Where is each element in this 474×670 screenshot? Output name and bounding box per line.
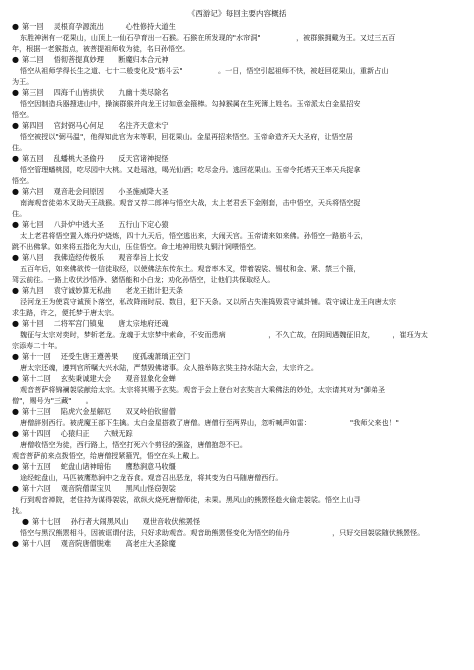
chapter-summary-line: 悟空被授以"弼马温"，他得知此官为末等职，回花果山。金星再招来悟空。玉帝命造齐天大圣府，让悟空居	[20, 132, 353, 141]
chapter-summary-line: 悟空。	[12, 110, 34, 119]
chapter-heading	[12, 538, 462, 549]
chapter-number: 第四回	[22, 121, 44, 130]
bullet-icon: ●	[12, 121, 19, 130]
chapter-number: 第六回	[22, 187, 44, 196]
bullet-icon: ●	[12, 374, 19, 383]
chapter-heading	[12, 153, 462, 164]
chapter-heading	[12, 461, 462, 472]
chapter-title: 蛇盘山诸神暗佑 鹰愁涧意马收缰	[60, 462, 176, 471]
chapter-summary-line: 泾河龙王为使袁守诚预卜落空，私改降雨时辰、数目，犯下天条。又以所占失准捣毁袁守诚卦铺。袁守诚让龙王向唐太宗	[20, 297, 396, 306]
chapter-heading	[12, 186, 462, 197]
bullet-icon: ●	[22, 517, 29, 526]
chapter-title: 孙行者大闹黑风山 观世音收伏熊罴怪	[70, 517, 201, 526]
chapter-number: 第十七回	[32, 517, 61, 526]
chapter-number: 第十三回	[22, 407, 51, 416]
chapter-title: 悟彻菩提真妙理 断魔归本合元神	[53, 55, 169, 64]
chapter-summary-line: 途经蛇盘山，马匹被鹰愁涧中之龙吞食。观音召出恶龙，将其变为白马随唐僧西行。	[20, 473, 283, 482]
chapter-heading	[12, 516, 462, 527]
chapter-summary-line: 唐太宗还魂，遵判官所嘱大兴水陆，严禁毁佛诸事。众人推举陈玄奘主持水陆大会，太宗许之。	[20, 363, 318, 372]
chapter-number: 第十回	[22, 319, 44, 328]
chapter-title: 观音院僧谋宝贝 黑风山怪窃袈裟	[60, 484, 176, 493]
bullet-icon: ●	[12, 484, 19, 493]
chapter-heading	[12, 54, 462, 65]
chapter-summary-line: 东胜神洲有一花果山，山顶上一仙石孕育出一石猴。石猴在所发现的"水帘洞" ，被群猴拥戴为王。又过三五百	[20, 33, 396, 42]
chapter-summary-line: 求生路，许之，便托梦于唐太宗。	[12, 308, 119, 317]
chapter-number: 第十一回	[22, 352, 51, 361]
bullet-icon: ●	[12, 154, 19, 163]
chapter-number: 第十四回	[22, 429, 51, 438]
chapter-summary-line: 住。	[12, 209, 27, 218]
chapter-summary-line: 观音菩萨将锦襕袈裟献给太宗。太宗将其赐予玄奘。观音于会上登台对玄奘言大乘佛法的妙处，太宗请其对为"御弟圣	[20, 385, 386, 394]
chapter-summary-line: 年，根据一老猴指点，被菩提祖师收为徒，名曰孙悟空。	[12, 44, 190, 53]
bullet-icon: ●	[12, 55, 19, 64]
chapter-summary-line: 僧"，赐号为"三藏" 。	[12, 396, 93, 405]
chapter-heading	[12, 87, 462, 98]
chapter-number: 第十六回	[22, 484, 51, 493]
chapter-summary-line: 魏征与太宗对奕时，梦斩老龙。龙魂于太宗梦中索命，不安而患病 ，不久亡故，在阴间遇魏征旧友， ，崔珏为太	[20, 330, 428, 339]
chapter-heading	[12, 351, 462, 362]
chapter-summary-line: 找。	[12, 506, 27, 515]
chapter-summary-line: 南海观音徒弟木叉助天王战猴。观音又荐二郎神与悟空大战，太上老君丢下金刚套，击中悟空，天兵将悟空捉	[20, 198, 361, 207]
chapter-summary-line: 驾云前往。一路上收伏沙悟净、猪悟能和小白龙；劝化孙悟空，让他们共保取经人。	[12, 275, 275, 284]
bullet-icon: ●	[12, 286, 19, 295]
bullet-icon: ●	[12, 462, 19, 471]
chapter-number: 第十八回	[22, 539, 51, 548]
chapter-title: 官封弼马心何足 名注齐天意未宁	[53, 121, 169, 130]
chapter-title: 还受生唐王遵善果 度孤魂萧瑀正空门	[60, 352, 191, 361]
bullet-icon: ●	[12, 220, 19, 229]
chapter-summary-line: 悟空。	[12, 176, 34, 185]
chapter-number: 第二回	[22, 55, 44, 64]
chapter-heading	[12, 373, 462, 384]
chapter-heading	[12, 252, 462, 263]
bullet-icon: ●	[12, 187, 19, 196]
bullet-icon: ●	[12, 352, 19, 361]
chapter-number: 第八回	[22, 253, 44, 262]
chapter-title: 袁守诚妙算无私曲 老龙王拙计犯天条	[53, 286, 183, 295]
chapter-title: 我佛造经传极乐 观音奉旨上长安	[53, 253, 169, 262]
bullet-icon: ●	[12, 539, 19, 548]
chapter-list	[12, 21, 462, 549]
chapter-number: 第五回	[22, 154, 44, 163]
chapter-summary-line: 唐僧辞别西行。被虎魔王部下生擒。太白金星搭救了唐僧。唐僧行至两界山，忽听喊声如雷： "我师父来也！"	[20, 418, 399, 427]
chapter-heading	[12, 406, 462, 417]
chapter-number: 第七回	[22, 220, 44, 229]
chapter-summary-line: 悟空与黑汉熊罴相斗，因被诓谓付法，只好求助观音。观音助熊罴怪变化为悟空的仙丹 ，只好交回袈裟随伏熊罴怪。	[20, 528, 425, 537]
chapter-title: 四海千山皆拱伏 九幽十类尽除名	[53, 88, 169, 97]
chapter-summary-line: 太上老君将悟空置入炼丹炉烧炼，四十九天后，悟空逃出来，大闹天宫。玉帝请来如来佛。孙悟空一路筋斗云，	[20, 231, 368, 240]
chapter-heading	[12, 285, 462, 296]
chapter-heading	[12, 21, 462, 32]
chapter-title: 陷虎穴金星解厄 双叉岭伯钦留僧	[60, 407, 176, 416]
chapter-heading	[12, 318, 462, 329]
chapter-number: 第十五回	[22, 462, 51, 471]
chapter-title: 心猿归正 六贼无踪	[60, 429, 133, 438]
chapter-summary-line: 悟空从祖师学得长生之道、七十二般变化及"筋斗云" 。一日，悟空引起祖师不快，被赶回花果山，重新占山	[20, 66, 389, 75]
chapter-summary-line: 跳不出佛掌。如来将五指化为大山，压住悟空。命土地神用铁丸铜汁饲喂悟空。	[12, 242, 261, 251]
chapter-title: 八卦炉中逃大圣 五行山下定心猿	[53, 220, 169, 229]
chapter-title: 二将军宫门镇鬼 唐太宗地府还魂	[53, 319, 169, 328]
chapter-summary-line: 宗添寿二十年。	[12, 341, 62, 350]
bullet-icon: ●	[12, 319, 19, 328]
chapter-summary-line: 观音菩萨前来点拨悟空，给唐僧授紧箍咒，悟空在头上戴上。	[12, 451, 204, 460]
chapter-heading	[12, 483, 462, 494]
bullet-icon: ●	[12, 407, 19, 416]
chapter-summary-line: 行到观音禅院，老住持为谋得袈裟，欲纵火烧死唐僧师徒，未果。黑风山的熊罴怪趁火偷走袈裟。悟空上山寻	[20, 495, 361, 504]
chapter-number: 第三回	[22, 88, 44, 97]
chapter-heading	[12, 219, 462, 230]
chapter-summary-line: 为王。	[12, 77, 34, 86]
chapter-title: 玄奘秉诚建大会 观音显象化金蝉	[60, 374, 176, 383]
chapter-number: 第九回	[22, 286, 44, 295]
chapter-summary-line: 唐僧收悟空为徒，西行路上，悟空打死六个剪径的强盗，唐僧抱怨不已。	[20, 440, 247, 449]
chapter-heading	[12, 120, 462, 131]
bullet-icon: ●	[12, 429, 19, 438]
chapter-summary-line: 悟空因制造兵器搜进山中，操演群猴并向龙王讨如意金箍棒。勾掉猴属在生死簿上姓名。玉帝派太白金星招安	[20, 99, 361, 108]
chapter-title: 灵根育孕源流出 心性修持大道生	[53, 22, 176, 31]
chapter-number: 第一回	[22, 22, 44, 31]
chapter-title: 观音赴会问原因 小圣施威降大圣	[53, 187, 169, 196]
chapter-summary-line: 住。	[12, 143, 27, 152]
chapter-number: 第十二回	[22, 374, 51, 383]
bullet-icon: ●	[12, 88, 19, 97]
chapter-heading	[12, 428, 462, 439]
chapter-title: 观音院唐僧脱难 高老庄大圣除魔	[60, 539, 176, 548]
bullet-icon: ●	[12, 22, 19, 31]
bullet-icon: ●	[12, 253, 19, 262]
chapter-summary-line: 悟空管理蟠桃园，吃尽园中大桃。又赴瑶池，喝光仙酒；吃尽金丹。逃回花果山。玉帝令托塔天王率天兵捉拿	[20, 165, 361, 174]
document-title: 《西游记》每回主要内容概括	[187, 9, 287, 18]
chapter-summary-line: 五百年后，如来佛欲传一信徒取经，以使佛法东传东土。观音率木叉，带着袈裟、锡杖和金、紧、禁三个箍，	[20, 264, 361, 273]
chapter-title: 乱蟠桃大圣偷丹 反天宫诸神捉怪	[53, 154, 169, 163]
